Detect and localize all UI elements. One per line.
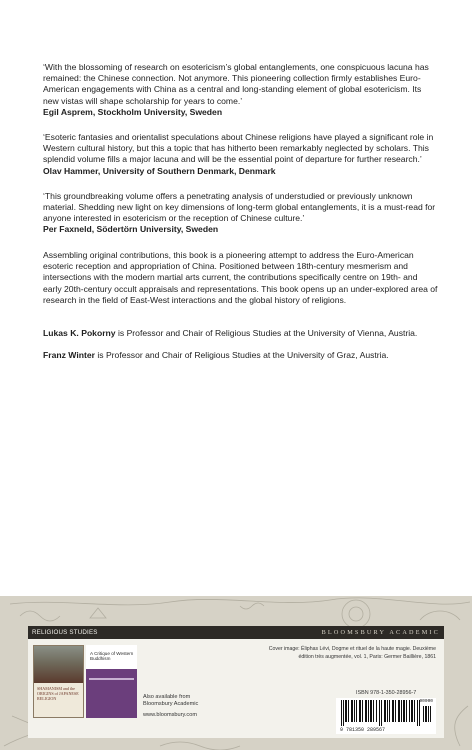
editor-bio	[43, 350, 438, 361]
also-available-line-2: Bloomsbury Academic	[143, 701, 199, 708]
book-cover-title: SHAMANISM and the ORIGINS of JAPANESE RELIGION	[37, 686, 79, 701]
related-book-cover	[33, 645, 84, 718]
book-cover-photo	[34, 646, 84, 683]
book-summary: Assembling original contributions, this book is a pioneering attempt to address the Euro-American esoteric reception and appropriation of China. Positioned between 18th-century mesmerism and intersections with the modern martial arts current, the contributions specifically centre on 19th- and early 20th-century occult appraisals and representations. This book opens up an under-explored area of research in the field of East-West interactions and the global history of religions.	[43, 249, 438, 306]
quote-text: ‘This groundbreaking volume offers a penetrating analysis of understudied or previously unknown material. Shedding new light on key dimensions of long-term global entanglements, it is a must-read for anyone interested in esotericism or the reception of Chinese culture.’	[43, 190, 436, 224]
editor-name: Franz Winter	[43, 349, 95, 360]
barcode-price-code: 90000	[419, 699, 433, 704]
endorsement-quote	[43, 62, 438, 118]
quote-author: Egil Asprem, Stockholm University, Sweden	[43, 106, 223, 117]
editor-description: is Professor and Chair of Religious Studies at the University of Vienna, Austria.	[115, 327, 418, 338]
book-cover-rule	[89, 678, 134, 680]
also-available-line-1: Also available from	[143, 694, 191, 700]
publisher-name: BLOOMSBURY ACADEMIC	[321, 629, 440, 636]
cover-credit-line-1: Cover image: Éliphas Lévi, Dogme et rituel de la haute magie. Deuxième	[268, 646, 436, 652]
endorsement-quote	[43, 132, 438, 177]
endorsement-quote	[43, 191, 438, 236]
barcode-digits: 9 781350 289567	[340, 727, 386, 733]
also-available-note	[143, 694, 198, 708]
category-label: RELIGIOUS STUDIES	[32, 629, 98, 636]
cover-image-credit	[236, 645, 436, 662]
back-cover-text	[43, 62, 438, 361]
isbn-label: ISBN 978-1-350-28956-7	[356, 690, 417, 696]
cover-credit-line-2: édition très augmentée, vol. 1, Paris: Germer Baillière, 1861	[298, 654, 436, 661]
isbn-barcode	[336, 698, 436, 734]
quote-author: Per Faxneld, Södertörn University, Sweden	[43, 224, 219, 235]
quote-text: ‘Esoteric fantasies and orientalist speculations about Chinese religions have played a significant role in Western cultural history, but this a topic that has hitherto been remarkably neglected by scholars. This splendid volume fills a major lacuna and will be the essential point of departure for further research.’	[43, 132, 434, 165]
quote-text: ‘With the blossoming of research on esotericism’s global entanglements, one conspicuous lacuna has remained: the Chinese connection. Not anymore. This pioneering collection firmly establishes Euro-American engagements with China as a central and long-standing element of global esotericism. Its new vistas will shape scholarship for years to come.’	[43, 62, 429, 106]
quote-author: Olav Hammer, University of Southern Denmark, Denmark	[43, 165, 276, 176]
editor-name: Lukas K. Pokorny	[43, 327, 116, 338]
publisher-website: www.bloomsbury.com	[143, 712, 197, 718]
related-book-cover	[86, 645, 137, 718]
editor-description: is Professor and Chair of Religious Studies at the University of Graz, Austria.	[94, 349, 389, 360]
editor-bio	[43, 328, 438, 339]
book-cover-title: A Critique of Western Buddhism	[90, 651, 134, 662]
